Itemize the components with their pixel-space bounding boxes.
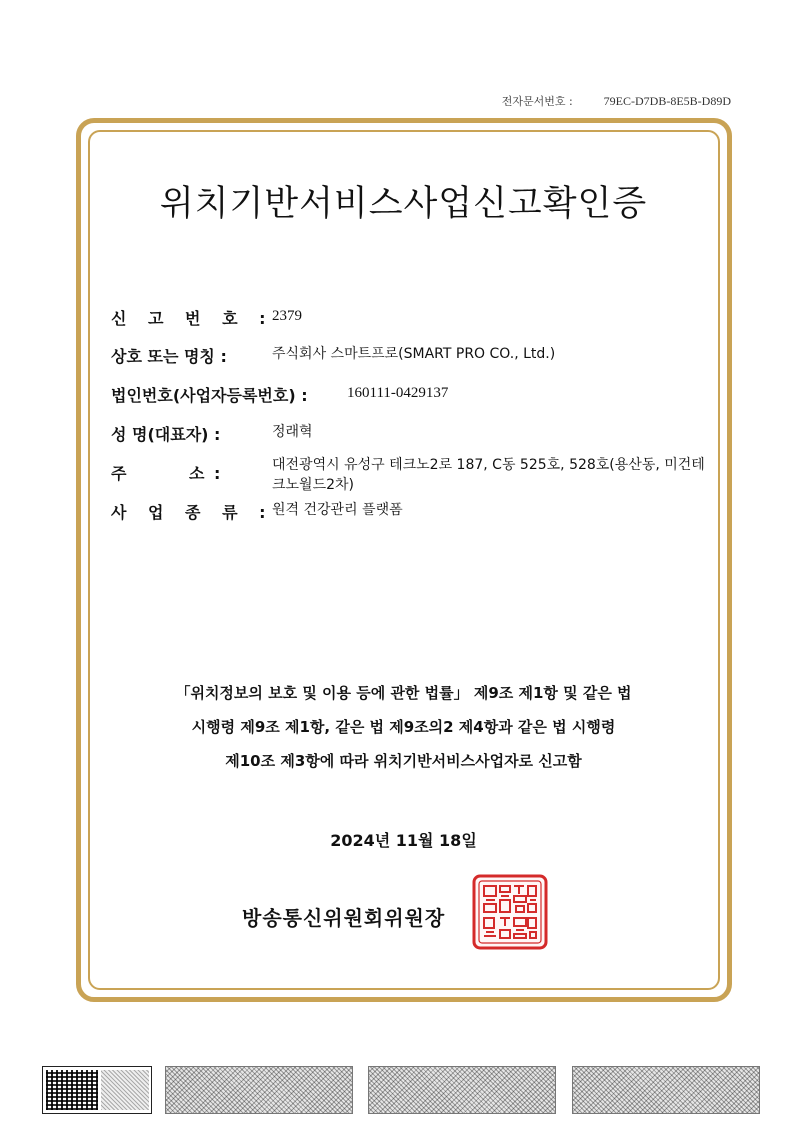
field-value: 160111-0429137 — [347, 385, 449, 401]
statement-line: 「위치정보의 보호 및 이용 등에 관한 법률」 제9조 제1항 및 같은 법 — [175, 684, 632, 702]
field-label: 신 고 번 호 : — [111, 309, 274, 328]
field-value: 2379 — [272, 308, 302, 324]
statement-line: 제10조 제3항에 따라 위치기반서비스사업자로 신고함 — [225, 752, 582, 770]
field-label: 주 소 : — [111, 464, 223, 483]
field-value: 원격 건강관리 플랫폼 — [272, 502, 403, 518]
field-label: 사 업 종 류 : — [111, 503, 274, 522]
qr-pattern — [46, 1070, 98, 1110]
document-number-value: 79EC-D7DB-8E5B-D89D — [603, 94, 731, 108]
qr-code — [42, 1066, 152, 1114]
2d-barcode — [368, 1066, 556, 1114]
issuer-name: 방송통신위원회위원장 — [242, 906, 446, 930]
2d-barcode — [165, 1066, 353, 1114]
official-seal-icon — [472, 874, 548, 950]
legal-statement — [0, 676, 807, 778]
statement-line: 시행령 제9조 제1항, 같은 법 제9조의2 제4항과 같은 법 시행령 — [191, 718, 616, 736]
document-number — [502, 93, 731, 109]
field-value: 주식회사 스마트프로(SMART PRO CO., Ltd.) — [272, 346, 556, 362]
certificate-border — [76, 118, 732, 1002]
certificate-inner-border — [88, 130, 720, 990]
field-label: 성 명(대표자) : — [111, 425, 221, 444]
field-value: 정래혁 — [272, 424, 313, 440]
document-number-label: 전자문서번호 : — [501, 95, 573, 108]
issue-date: 2024년 11월 18일 — [330, 831, 477, 850]
field-label: 상호 또는 명칭 : — [111, 347, 227, 366]
certificate-title: 위치기반서비스사업신고확인증 — [159, 184, 648, 224]
field-label: 법인번호(사업자등록번호) : — [111, 386, 308, 405]
field-value: 대전광역시 유성구 테크노2로 187, C동 525호, 528호(용산동, 미건테크노월드2차) — [272, 457, 705, 493]
qr-pattern-faded — [101, 1070, 149, 1110]
2d-barcode — [572, 1066, 760, 1114]
